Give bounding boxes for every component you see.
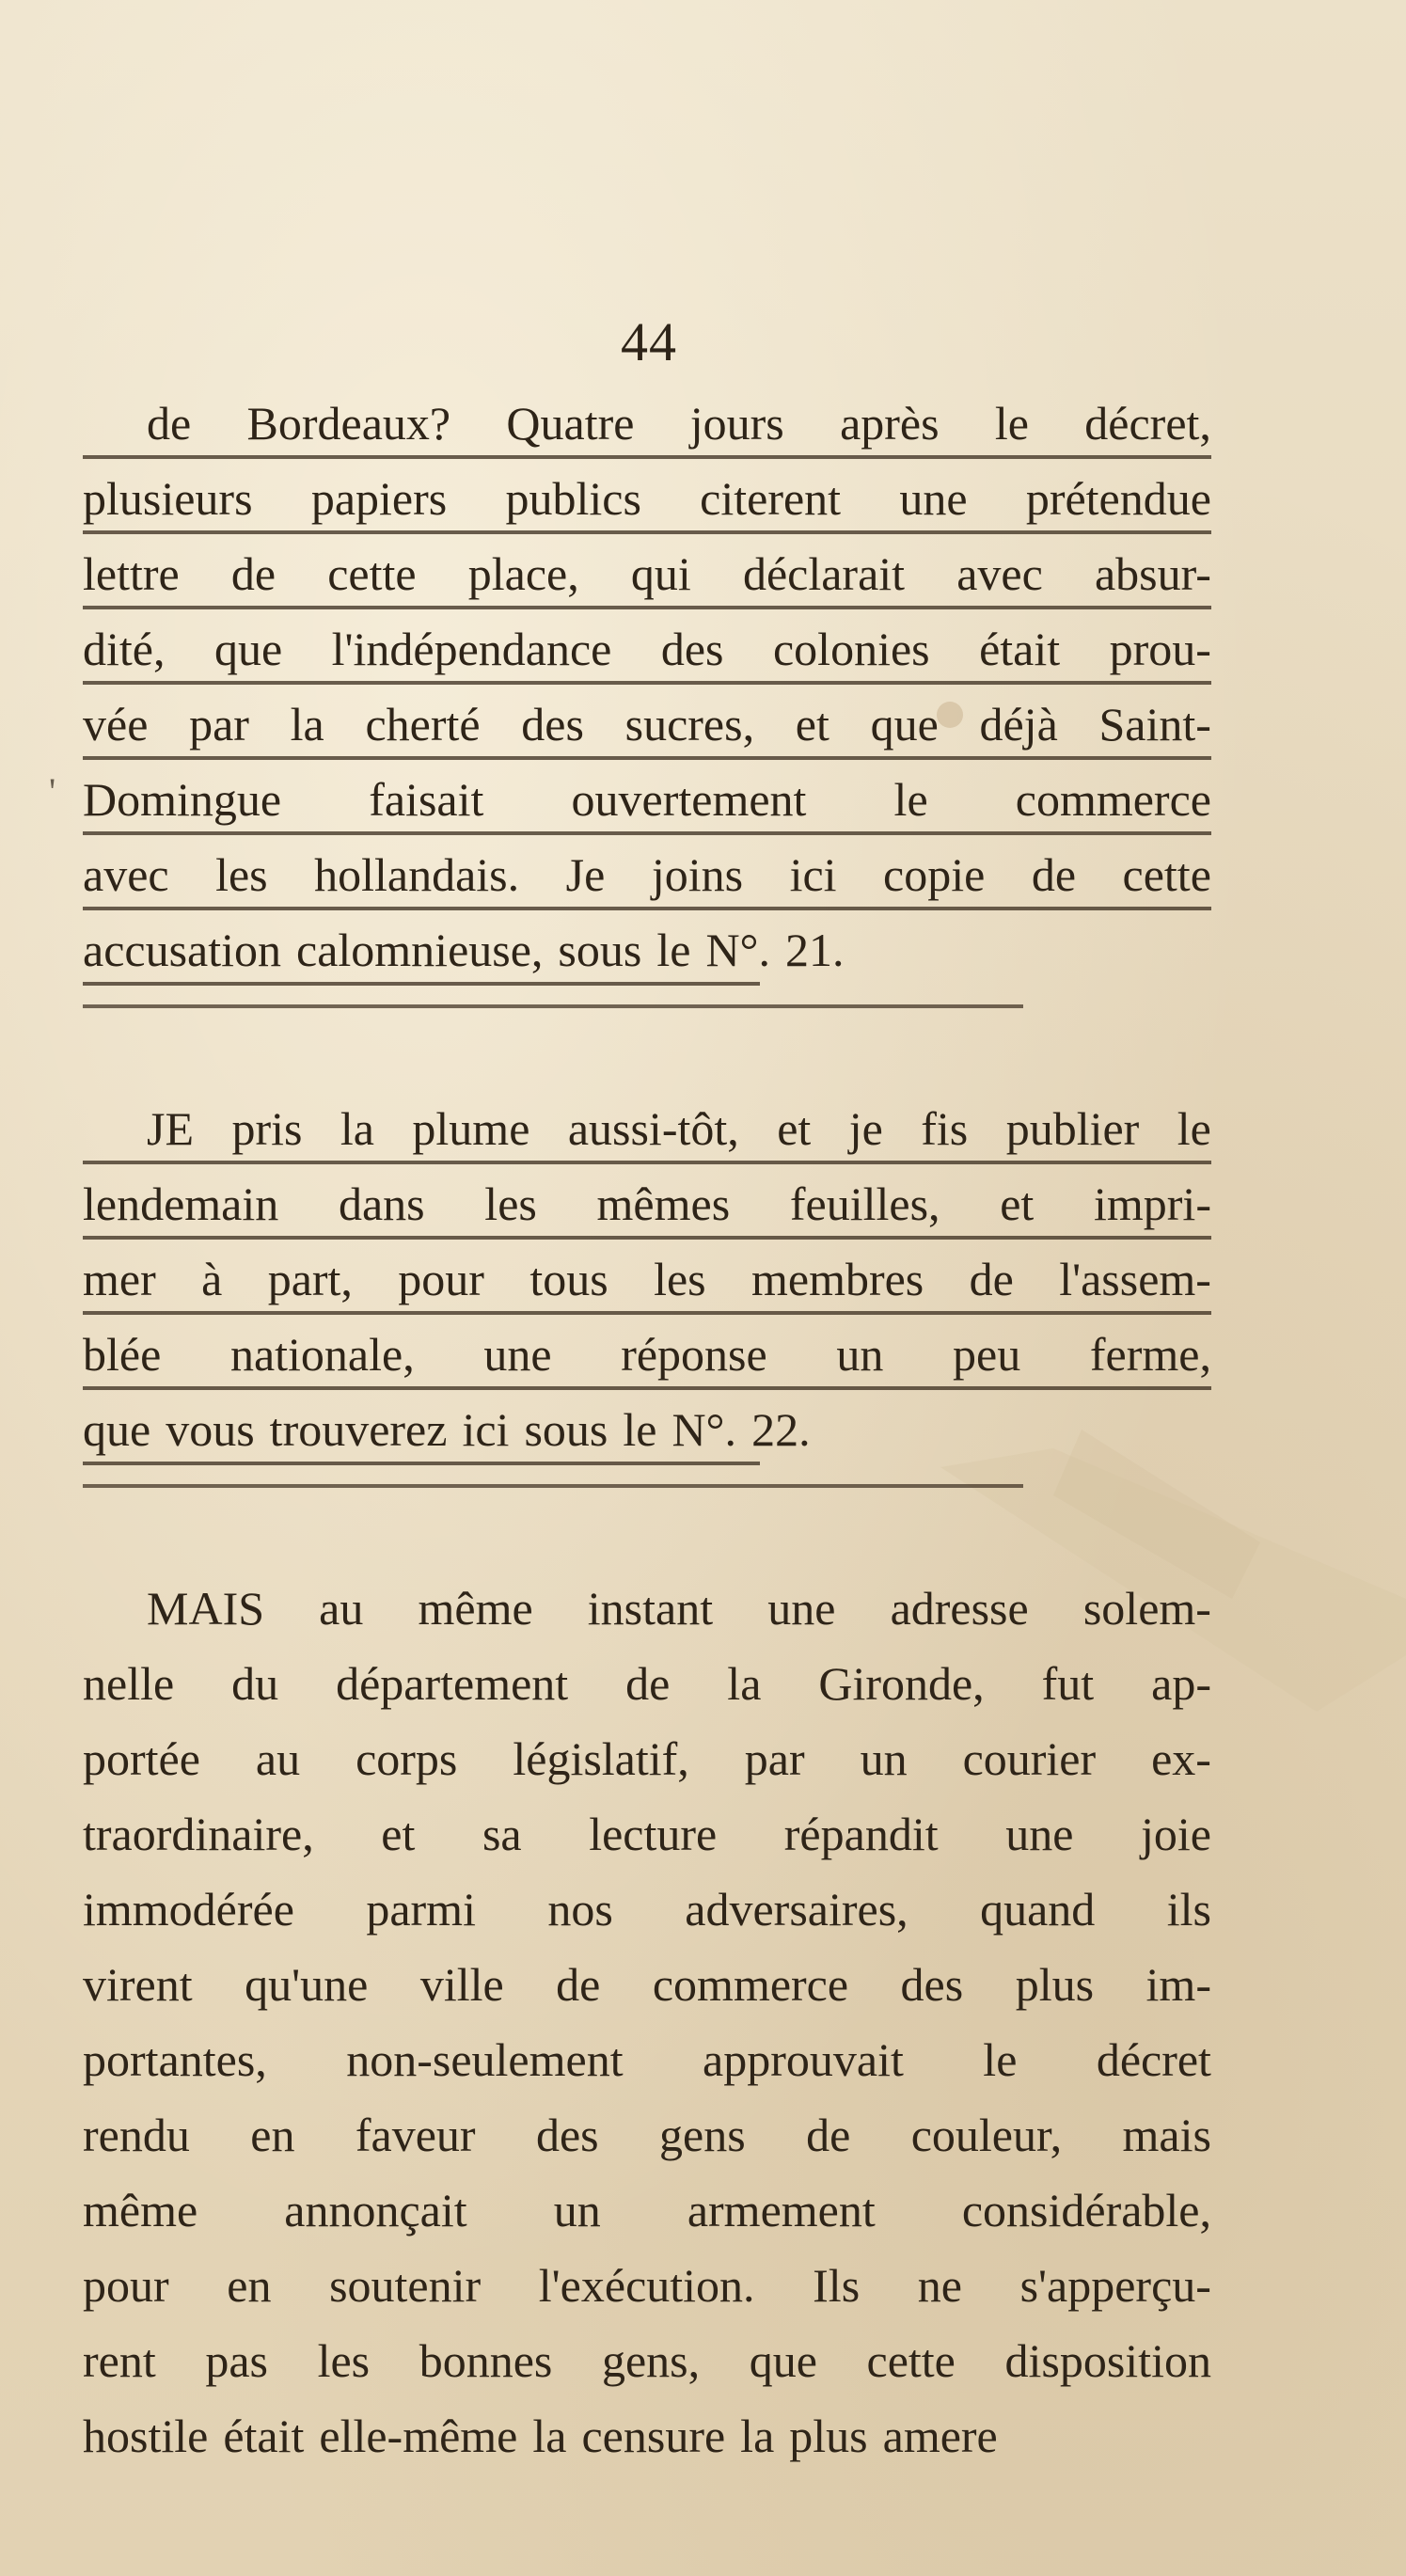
text-line: que vous trouverez ici sous le N°. 22. — [83, 1392, 1211, 1467]
page-number: 44 — [621, 311, 677, 372]
text-line: rendu en faveur des gens de couleur, mais — [83, 2109, 1211, 2161]
text-line: vée par la cherté des sucres, et que déjà Saint- — [83, 687, 1211, 762]
text-line: portée au corps législatif, par un courier ex- — [83, 1732, 1211, 1785]
paragraph-1 — [83, 386, 1211, 988]
divider-rule-2 — [83, 1467, 1211, 1505]
text-body — [83, 386, 1211, 2473]
text-line: de Bordeaux? Quatre jours après le décret, — [83, 386, 1211, 461]
text-line: Domingue faisait ouvertement le commerce — [83, 762, 1211, 837]
text-line: portantes, non-seulement approuvait le décret — [83, 2033, 1211, 2086]
paragraph-2 — [83, 1091, 1211, 1467]
text-line: traordinaire, et sa lecture répandit une joie — [83, 1808, 1211, 1860]
text-line: même annonçait un armement considérable, — [83, 2184, 1211, 2236]
margin-mark: ' — [49, 770, 56, 813]
text-line: pour en soutenir l'exécution. Ils ne s'apperçu- — [83, 2259, 1211, 2312]
text-line: avec les hollandais. Je joins ici copie de cette — [83, 837, 1211, 912]
text-line: mer à part, pour tous les membres de l'assem- — [83, 1241, 1211, 1317]
text-line: blée nationale, une réponse un peu ferme, — [83, 1317, 1211, 1392]
text-line: rent pas les bonnes gens, que cette disposition — [83, 2334, 1211, 2387]
divider-rule-1 — [83, 988, 1211, 1025]
text-line: dité, que l'indépendance des colonies était prou- — [83, 611, 1211, 687]
paragraph-3 — [83, 1571, 1211, 2473]
text-line: accusation calomnieuse, sous le N°. 21. — [83, 912, 1211, 988]
text-line: nelle du département de la Gironde, fut ap- — [83, 1657, 1211, 1710]
text-line: hostile était elle-même la censure la plus amere — [83, 2410, 998, 2462]
text-line: virent qu'une ville de commerce des plus im- — [83, 1958, 1211, 2011]
text-line: plusieurs papiers publics citerent une prétendue — [83, 461, 1211, 536]
text-line: lendemain dans les mêmes feuilles, et impri- — [83, 1166, 1211, 1241]
text-line: MAIS au même instant une adresse solem- — [147, 1582, 1211, 1635]
text-line: lettre de cette place, qui déclarait avec absur- — [83, 536, 1211, 611]
text-line: immodérée parmi nos adversaires, quand ils — [83, 1883, 1211, 1936]
text-line: JE pris la plume aussi-tôt, et je fis publier le — [83, 1091, 1211, 1166]
